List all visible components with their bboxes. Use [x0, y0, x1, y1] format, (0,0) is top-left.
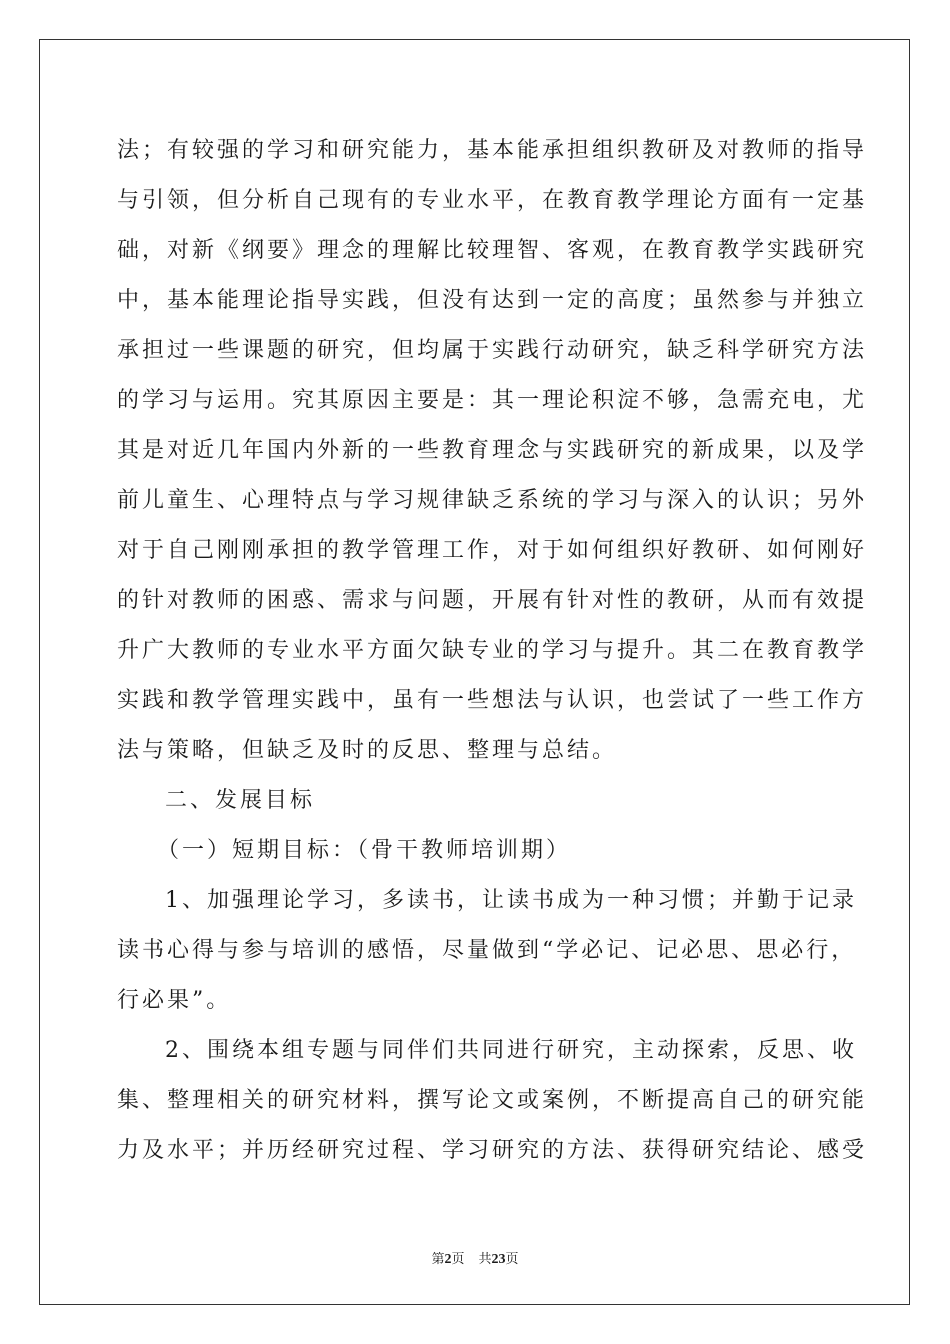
- paragraph-line: 法与策略，但缺乏及时的反思、整理与总结。: [117, 738, 618, 763]
- page-number: 2: [444, 1252, 452, 1267]
- item-1-line: 读书心得与参与培训的感悟，尽量做到“学必记、记必思、思必行，: [117, 938, 857, 963]
- document-body: [117, 126, 868, 1176]
- item-2-line: 2、围绕本组专题与同伴们共同进行研究，主动探索，反思、收: [165, 1038, 857, 1063]
- paragraph-line: 中，基本能理论指导实践，但没有达到一定的高度；虽然参与并独立: [117, 288, 868, 313]
- page-prefix: 第: [431, 1252, 445, 1267]
- section-heading: 二、发展目标: [165, 788, 316, 813]
- item-1-line: 1、加强理论学习，多读书，让读书成为一种习惯；并勤于记录: [165, 888, 857, 913]
- total-suffix: 页: [505, 1252, 519, 1267]
- paragraph-line: 法；有较强的学习和研究能力，基本能承担组织教研及对教师的指导: [117, 138, 868, 163]
- paragraph-line: 实践和教学管理实践中，虽有一些想法与认识，也尝试了一些工作方: [117, 688, 868, 713]
- item-2-line: 集、整理相关的研究材料，撰写论文或案例，不断提高自己的研究能: [117, 1088, 868, 1113]
- paragraph-line: 的针对教师的困惑、需求与问题，开展有针对性的教研，从而有效提: [117, 588, 868, 613]
- total-prefix: 共: [478, 1252, 492, 1267]
- sub-heading: （一）短期目标：（骨干教师培训期）: [157, 838, 572, 863]
- paragraph-line: 的学习与运用。究其原因主要是：其一理论积淀不够，急需充电，尤: [117, 388, 868, 413]
- paragraph-line: 承担过一些课题的研究，但均属于实践行动研究，缺乏科学研究方法: [117, 338, 868, 363]
- item-1-line: 行必果”。: [117, 988, 232, 1013]
- item-2-line: 力及水平；并历经研究过程、学习研究的方法、获得研究结论、感受: [117, 1138, 868, 1163]
- paragraph-line: 前儿童生、心理特点与学习规律缺乏系统的学习与深入的认识；另外: [117, 488, 868, 513]
- total-pages: 23: [491, 1252, 506, 1267]
- paragraph-line: 其是对近几年国内外新的一些教育理念与实践研究的新成果，以及学: [117, 438, 868, 463]
- paragraph-line: 与引领，但分析自己现有的专业水平，在教育教学理论方面有一定基: [117, 188, 868, 213]
- paragraph-line: 对于自己刚刚承担的教学管理工作，对于如何组织好教研、如何刚好: [117, 538, 868, 563]
- page-suffix: 页: [451, 1252, 465, 1267]
- page-footer: [0, 1248, 950, 1268]
- paragraph-line: 础，对新《纲要》理念的理解比较理智、客观，在教育教学实践研究: [117, 238, 868, 263]
- paragraph-line: 升广大教师的专业水平方面欠缺专业的学习与提升。其二在教育教学: [117, 638, 868, 663]
